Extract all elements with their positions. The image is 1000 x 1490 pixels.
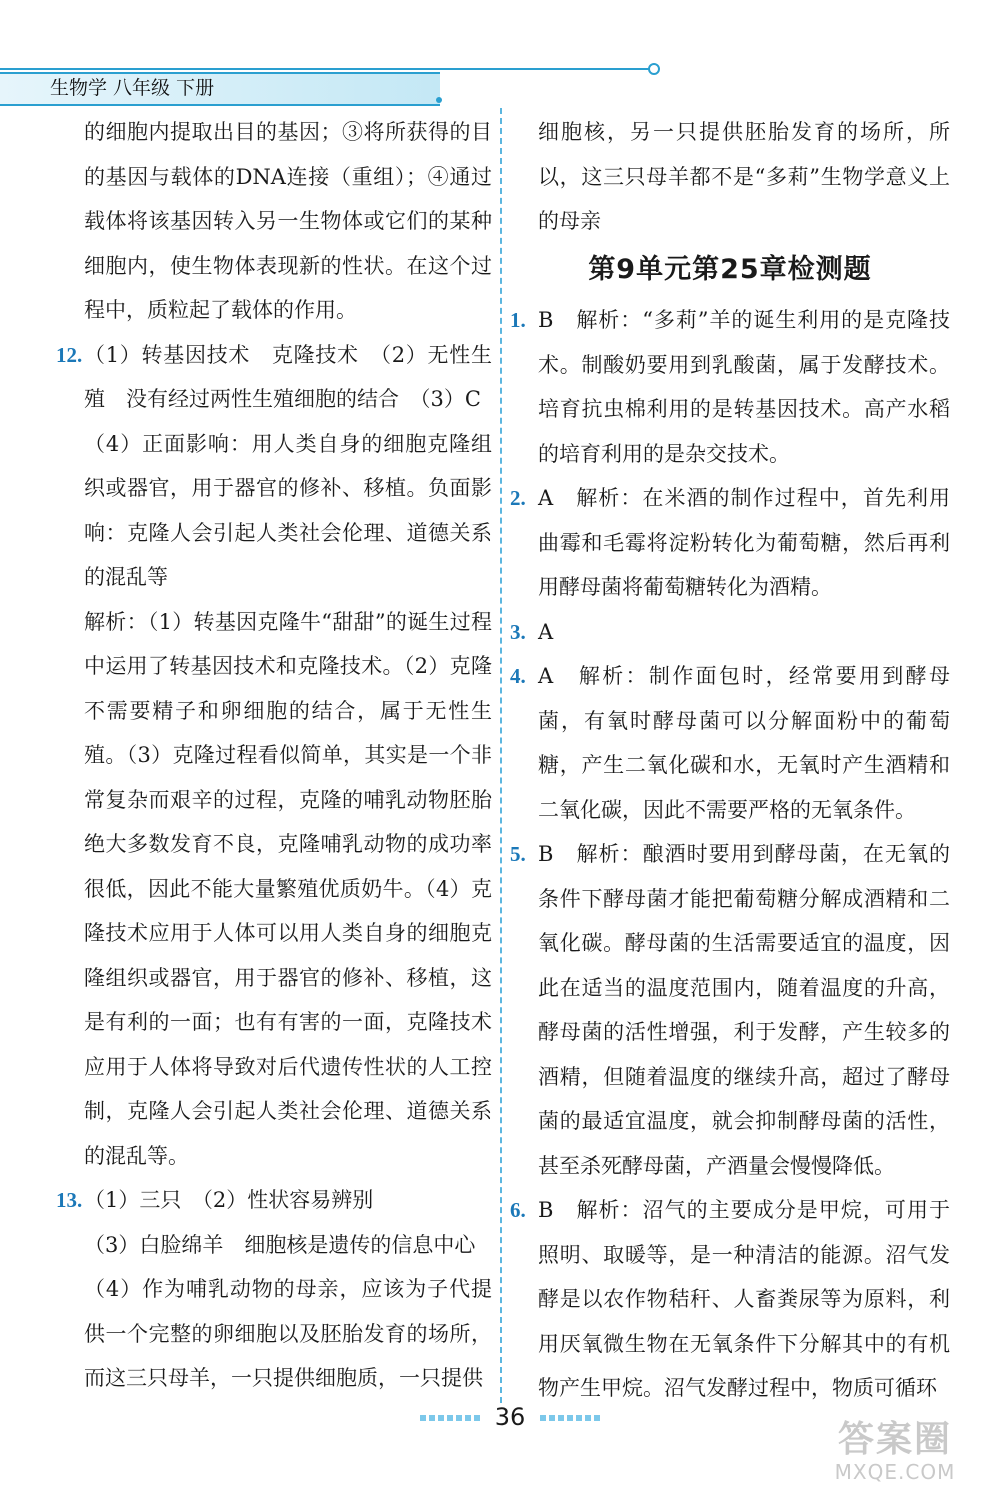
test-answer-1 <box>510 298 950 476</box>
answer-12-part2: （4）正面影响：用人类自身的细胞克隆组织或器官，用于器官的修补、移植。负面影响：克隆人会引起人类社会伦理、道德关系的混乱等 <box>84 431 492 589</box>
answer-13 <box>56 1178 492 1401</box>
answer-text: B 解析：“多莉”羊的诞生利用的是克隆技术。制酸奶要用到乳酸菌，属于发酵技术。培育抗虫棉利用的是转基因技术。高产水稻的培育利用的是杂交技术。 <box>538 308 950 466</box>
answer-text: A 解析：在米酒的制作过程中，首先利用曲霉和毛霉将淀粉转化为葡萄糖，然后再利用酵母菌将葡萄糖转化为酒精。 <box>538 486 950 599</box>
test-answer-4 <box>510 654 950 832</box>
test-answer-2 <box>510 476 950 610</box>
page-footer <box>420 1397 600 1437</box>
answer-13-part2: （3）白脸绵羊 细胞核是遗传的信息中心 <box>84 1232 476 1257</box>
test-answer-6 <box>510 1188 950 1411</box>
column-divider <box>500 108 502 1403</box>
section-title: 第9单元第25章检测题 <box>588 253 872 285</box>
page-number: 36 <box>494 1403 526 1431</box>
book-title: 生物学 八年级 下册 <box>50 77 215 99</box>
right-column <box>510 110 950 1411</box>
question-number: 2. <box>510 486 526 510</box>
footer-stripe-right <box>540 1415 600 1421</box>
test-answer-5 <box>510 832 950 1188</box>
continued-answer-13: 细胞核，另一只提供胚胎发育的场所，所以，这三只母羊都不是“多莉”生物学意义上的母亲 <box>538 120 950 233</box>
continued-answer-11: 的细胞内提取出目的基因；③将所获得的目的基因与载体的DNA连接（重组）；④通过载体将该基因转入另一生物体或它们的某种细胞内，使生物体表现新的性状。在这个过程中，质粒起了载体的作用。 <box>84 120 492 322</box>
page-header <box>0 60 660 110</box>
question-number: 6. <box>510 1198 526 1222</box>
answer-text: B 解析：沼气的主要成分是甲烷，可用于照明、取暖等，是一种清洁的能源。沼气发酵是以农作物秸秆、人畜粪尿等为原料，利用厌氧微生物在无氧条件下分解其中的有机物产生甲烷。沼气发酵过程中，物质可循环 <box>538 1198 950 1400</box>
answer-text: A 解析：制作面包时，经常要用到酵母菌，有氧时酵母菌可以分解面粉中的葡萄糖，产生二氧化碳和水，无氧时产生酒精和二氧化碳，因此不需要严格的无氧条件。 <box>538 664 950 822</box>
question-number: 13. <box>56 1188 83 1212</box>
footer-stripe-left <box>420 1415 480 1421</box>
answer-12-part1: （1）转基因技术 克隆技术 （2）无性生殖 没有经过两性生殖细胞的结合 （3）C <box>84 342 492 411</box>
answer-13-part1: （1）三只 （2）性状容易辨别 <box>84 1188 374 1212</box>
header-rule <box>0 68 650 70</box>
question-number: 3. <box>510 619 526 644</box>
watermark-url: MXQE.COM <box>834 1460 956 1484</box>
answer-text: A <box>538 619 554 644</box>
question-number: 12. <box>56 342 83 367</box>
watermark-logo <box>800 1420 990 1490</box>
test-answer-3 <box>510 610 950 655</box>
left-column <box>56 110 492 1401</box>
question-number: 4. <box>510 664 526 688</box>
answer-13-part3: （4）作为哺乳动物的母亲，应该为子代提供一个完整的卵细胞以及胚胎发育的场所，而这三只母羊，一只提供细胞质，一只提供 <box>84 1277 492 1390</box>
question-number: 5. <box>510 842 526 866</box>
answer-text: B 解析：酿酒时要用到酵母菌，在无氧的条件下酵母菌才能把葡萄糖分解成酒精和二氧化碳。酵母菌的生活需要适宜的温度，因此在适当的温度范围内，随着温度的升高，酵母菌的活性增强，利于发酵，产生较多的酒精，但随着温度的继续升高，超过了酵母菌的最适宜温度，就会抑制酵母菌的活性，甚至杀死酵母菌，产酒量会慢慢降低。 <box>538 842 950 1178</box>
header-circle-ornament <box>648 63 660 75</box>
question-number: 1. <box>510 308 526 332</box>
answer-12-analysis: 解析：（1）转基因克隆牛“甜甜”的诞生过程中运用了转基因技术和克隆技术。（2）克隆不需要精子和卵细胞的结合，属于无性生殖。（3）克隆过程看似简单，其实是一个非常复杂而艰辛的过程，克隆的哺乳动物胚胎绝大多数发育不良，克隆哺乳动物的成功率很低，因此不能大量繁殖优质奶牛。（4）克隆技术应用于人体可以用人类自身的细胞克隆组织或器官，用于器官的修补、移植，这是有利的一面；也有有害的一面，克隆技术应用于人体将导致对后代遗传性状的人工控制，克隆人会引起人类社会伦理、道德关系的混乱等。 <box>84 609 492 1168</box>
answer-12 <box>56 333 492 1179</box>
watermark-text: 答案圈 <box>837 1419 952 1460</box>
header-dot-ornament <box>436 97 442 103</box>
